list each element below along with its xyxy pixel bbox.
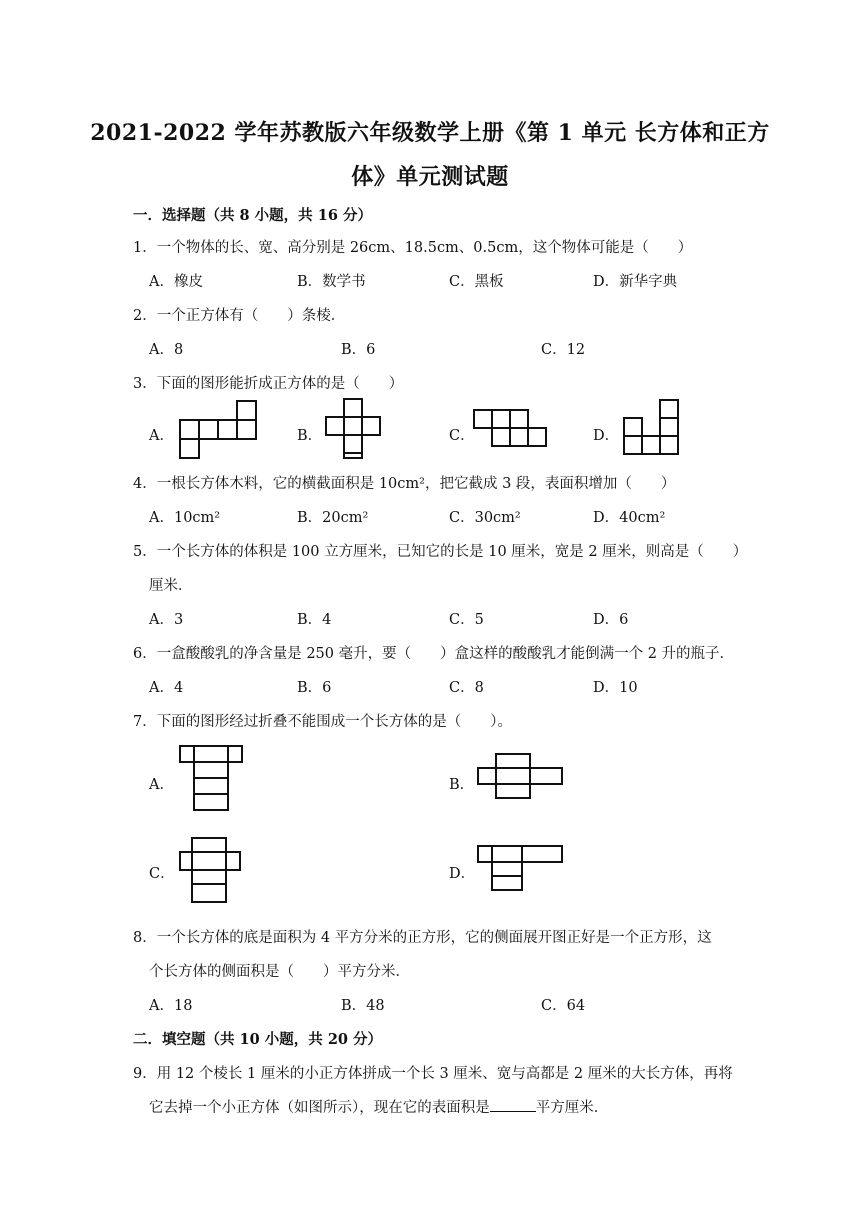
section-heading-fill-in: 二．填空题（共 10 小题，共 20 分） bbox=[133, 1031, 383, 1048]
q7-label-d: D． bbox=[449, 866, 476, 882]
q2-option-c: C．12 bbox=[541, 342, 586, 358]
q5-option-c: C．5 bbox=[449, 612, 484, 628]
title-line-2: 体》单元测试题 bbox=[351, 164, 509, 190]
question-5-continued: 厘米． bbox=[149, 578, 193, 594]
q1-option-a: A．橡皮 bbox=[149, 274, 203, 290]
q7-net-a bbox=[178, 744, 244, 814]
question-1: 1．一个物体的长、宽、高分别是 26cm、18.5cm、0.5cm，这个物体可能是（ ） bbox=[133, 240, 693, 256]
q7-net-d bbox=[476, 844, 566, 894]
question-9-text-before-blank: 它去掉一个小正方体（如图所示），现在它的表面积是 bbox=[149, 1100, 490, 1116]
q3-label-c: C． bbox=[449, 428, 475, 444]
question-2: 2．一个正方体有（ ）条棱． bbox=[133, 308, 346, 324]
q8-option-a: A．18 bbox=[149, 998, 193, 1014]
q3-net-c bbox=[472, 408, 548, 458]
q6-option-c: C．8 bbox=[449, 680, 484, 696]
title-line-1: 2021-2022 学年苏教版六年级数学上册《第 1 单元 长方体和正方 bbox=[90, 120, 770, 146]
q3-label-b: B． bbox=[297, 428, 323, 444]
question-9-continued bbox=[149, 1096, 608, 1117]
q5-option-a: A．3 bbox=[149, 612, 184, 628]
question-9: 9．用 12 个棱长 1 厘米的小正方体拼成一个长 3 厘米、宽与高都是 2 厘米的大长方体，再将 bbox=[133, 1066, 733, 1082]
q5-option-d: D．6 bbox=[593, 612, 629, 628]
q1-option-d: D．新华字典 bbox=[593, 274, 678, 290]
q1-option-b: B．数学书 bbox=[297, 274, 366, 290]
q8-option-c: C．64 bbox=[541, 998, 586, 1014]
question-8: 8．一个长方体的底是面积为 4 平方分米的正方形，它的侧面展开图正好是一个正方形，这 bbox=[133, 930, 712, 946]
q7-net-c bbox=[178, 836, 244, 906]
question-5: 5．一个长方体的体积是 100 立方厘米，已知它的长是 10 厘米，宽是 2 厘米，则高是（ ） bbox=[133, 544, 748, 560]
q3-net-b bbox=[324, 398, 384, 460]
question-6: 6．一盒酸酸乳的净含量是 250 毫升，要（ ）盒这样的酸酸乳才能倒满一个 2 升的瓶子． bbox=[133, 646, 735, 662]
q4-option-d: D．40cm² bbox=[593, 510, 666, 526]
q6-option-d: D．10 bbox=[593, 680, 638, 696]
q2-option-b: B．6 bbox=[341, 342, 376, 358]
q7-label-a: A． bbox=[149, 777, 174, 793]
q7-label-b: B． bbox=[449, 777, 475, 793]
question-8-continued: 个长方体的侧面积是（ ）平方分米． bbox=[149, 964, 410, 980]
q1-option-c: C．黑板 bbox=[449, 274, 504, 290]
q4-option-a: A．10cm² bbox=[149, 510, 221, 526]
q6-option-b: B．6 bbox=[297, 680, 332, 696]
question-9-text-after-blank: 平方厘米． bbox=[535, 1100, 609, 1116]
q7-label-c: C． bbox=[149, 866, 175, 882]
q6-option-a: A．4 bbox=[149, 680, 184, 696]
q3-net-d bbox=[622, 398, 682, 460]
question-3: 3．下面的图形能折成正方体的是（ ） bbox=[133, 376, 404, 392]
q5-option-b: B．4 bbox=[297, 612, 332, 628]
q3-label-d: D． bbox=[593, 428, 620, 444]
q8-option-b: B．48 bbox=[341, 998, 385, 1014]
section-heading-choice: 一．选择题（共 8 小题，共 16 分） bbox=[133, 207, 372, 224]
question-4: 4．一根长方体木料，它的横截面积是 10cm²，把它截成 3 段，表面积增加（ ） bbox=[133, 476, 676, 492]
q2-option-a: A．8 bbox=[149, 342, 184, 358]
q3-net-a bbox=[176, 400, 256, 460]
q3-label-a: A． bbox=[149, 428, 174, 444]
q4-option-c: C．30cm² bbox=[449, 510, 521, 526]
q4-option-b: B．20cm² bbox=[297, 510, 369, 526]
q7-net-b bbox=[476, 752, 566, 802]
question-7: 7．下面的图形经过折叠不能围成一个长方体的是（ ）。 bbox=[133, 714, 512, 730]
answer-blank[interactable] bbox=[490, 1097, 536, 1112]
